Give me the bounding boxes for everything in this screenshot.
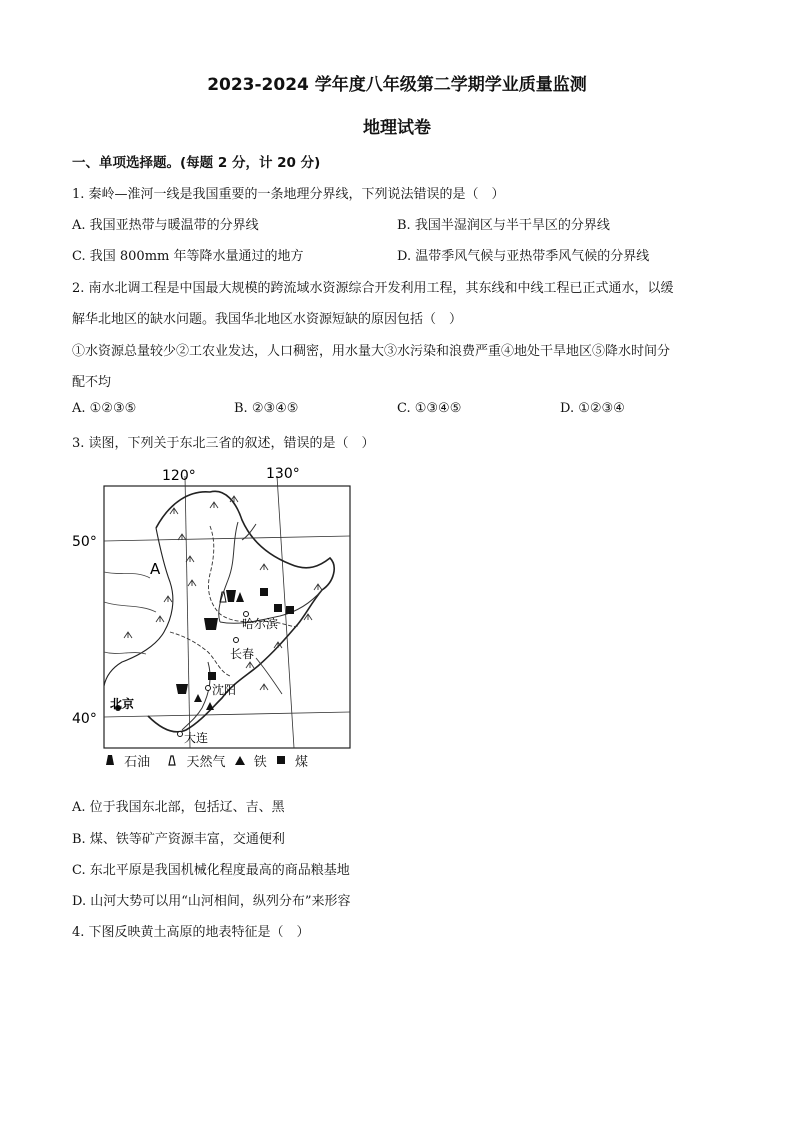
iron-symbol <box>194 694 202 702</box>
coal-symbol <box>208 672 216 680</box>
lat-label-40: 40° <box>72 711 97 727</box>
q3-option-a: A. 位于我国东北部，包括辽、吉、黑 <box>72 800 285 815</box>
legend-coal-label: 煤 <box>295 755 309 770</box>
terrain-line <box>104 572 150 578</box>
place-label-changchun: 长春 <box>230 647 255 661</box>
q3-option-c: C. 东北平原是我国机械化程度最高的商品粮基地 <box>72 863 350 878</box>
place-label-beijing: 北京 <box>110 697 135 711</box>
page-subtitle: 地理试卷 <box>363 118 431 138</box>
city-changchun-dot <box>234 638 239 643</box>
city-dalian-dot <box>178 732 183 737</box>
place-label-harbin: 哈尔滨 <box>242 617 279 631</box>
legend-iron-icon <box>234 755 250 770</box>
terrain-line <box>104 602 156 612</box>
meridian-120 <box>185 476 190 748</box>
q2-items-line1: ①水资源总量较少②工农业发达，人口稠密，用水量大③水污染和浪费严重④地处干旱地区⑤降水时间分 <box>72 344 671 359</box>
place-label-shenyang: 沈阳 <box>212 683 237 697</box>
legend-oil-icon <box>104 755 120 770</box>
place-label-dalian: 大连 <box>184 731 209 745</box>
city-shenyang-dot <box>206 686 211 691</box>
q1-option-c: C. 我国 800mm 年等降水量通过的地方 <box>72 249 304 264</box>
province-boundary-hlj <box>208 526 298 627</box>
q3-option-b: B. 煤、铁等矿产资源丰富，交通便利 <box>72 832 285 847</box>
q2-items-line2: 配不均 <box>72 375 112 390</box>
map-legend <box>104 751 312 770</box>
river-nenjiang <box>219 522 238 622</box>
q3-option-d: D. 山河大势可以用“山河相间，纵列分布”来形容 <box>72 894 351 909</box>
northeast-china-map <box>60 462 360 750</box>
q1-option-b: B. 我国半湿润区与半干旱区的分界线 <box>397 218 610 233</box>
legend-gas-label: 天然气 <box>186 755 226 770</box>
map-frame <box>104 486 350 748</box>
q1-stem: 1. 秦岭—淮河一线是我国重要的一条地理分界线，下列说法错误的是（ ） <box>72 187 505 202</box>
coal-symbol <box>274 604 282 612</box>
legend-iron-label: 铁 <box>253 755 267 770</box>
q3-stem: 3. 读图，下列关于东北三省的叙述，错误的是（ ） <box>72 436 375 451</box>
iron-symbol <box>236 592 244 602</box>
province-boundary-jl <box>170 632 230 676</box>
river-liaohe <box>182 662 210 730</box>
q2-stem-line1: 2. 南水北调工程是中国最大规模的跨流域水资源综合开发利用工程，其东线和中线工程已正式通水，以缓 <box>72 281 674 296</box>
coal-symbol <box>260 588 268 596</box>
page-title: 2023-2024 学年度八年级第二学期学业质量监测 <box>207 75 587 95</box>
river-yalu <box>256 658 282 694</box>
oil-symbol <box>226 590 236 602</box>
iron-symbol <box>206 702 214 710</box>
border-line <box>148 491 334 731</box>
lon-label-120: 120° <box>162 468 196 484</box>
section-heading: 一、单项选择题。(每题 2 分，计 20 分) <box>72 155 321 171</box>
q1-option-a: A. 我国亚热带与暖温带的分界线 <box>72 218 259 233</box>
q2-option-a: A. ①②③⑤ <box>72 401 137 416</box>
lat-label-50: 50° <box>72 534 97 550</box>
legend-oil-label: 石油 <box>124 755 151 770</box>
q1-option-d: D. 温带季风气候与亚热带季风气候的分界线 <box>397 249 650 264</box>
legend-gas-icon <box>166 755 182 770</box>
parallel-50 <box>104 536 350 541</box>
q2-option-c: C. ①③④⑤ <box>397 401 462 416</box>
oil-symbol <box>176 684 188 694</box>
place-label-a: A <box>150 560 161 578</box>
city-harbin-dot <box>244 612 249 617</box>
q2-option-b: B. ②③④⑤ <box>234 401 299 416</box>
q4-stem: 4. 下图反映黄土高原的地表特征是（ ） <box>72 925 310 940</box>
legend-coal-icon <box>275 755 291 770</box>
lon-label-130: 130° <box>266 466 300 482</box>
oil-symbol <box>204 618 218 630</box>
coal-symbol <box>286 606 294 614</box>
q2-option-d: D. ①②③④ <box>560 401 625 416</box>
q2-stem-line2: 解华北地区的缺水问题。我国华北地区水资源短缺的原因包括（ ） <box>72 312 463 327</box>
parallel-40 <box>104 712 350 717</box>
